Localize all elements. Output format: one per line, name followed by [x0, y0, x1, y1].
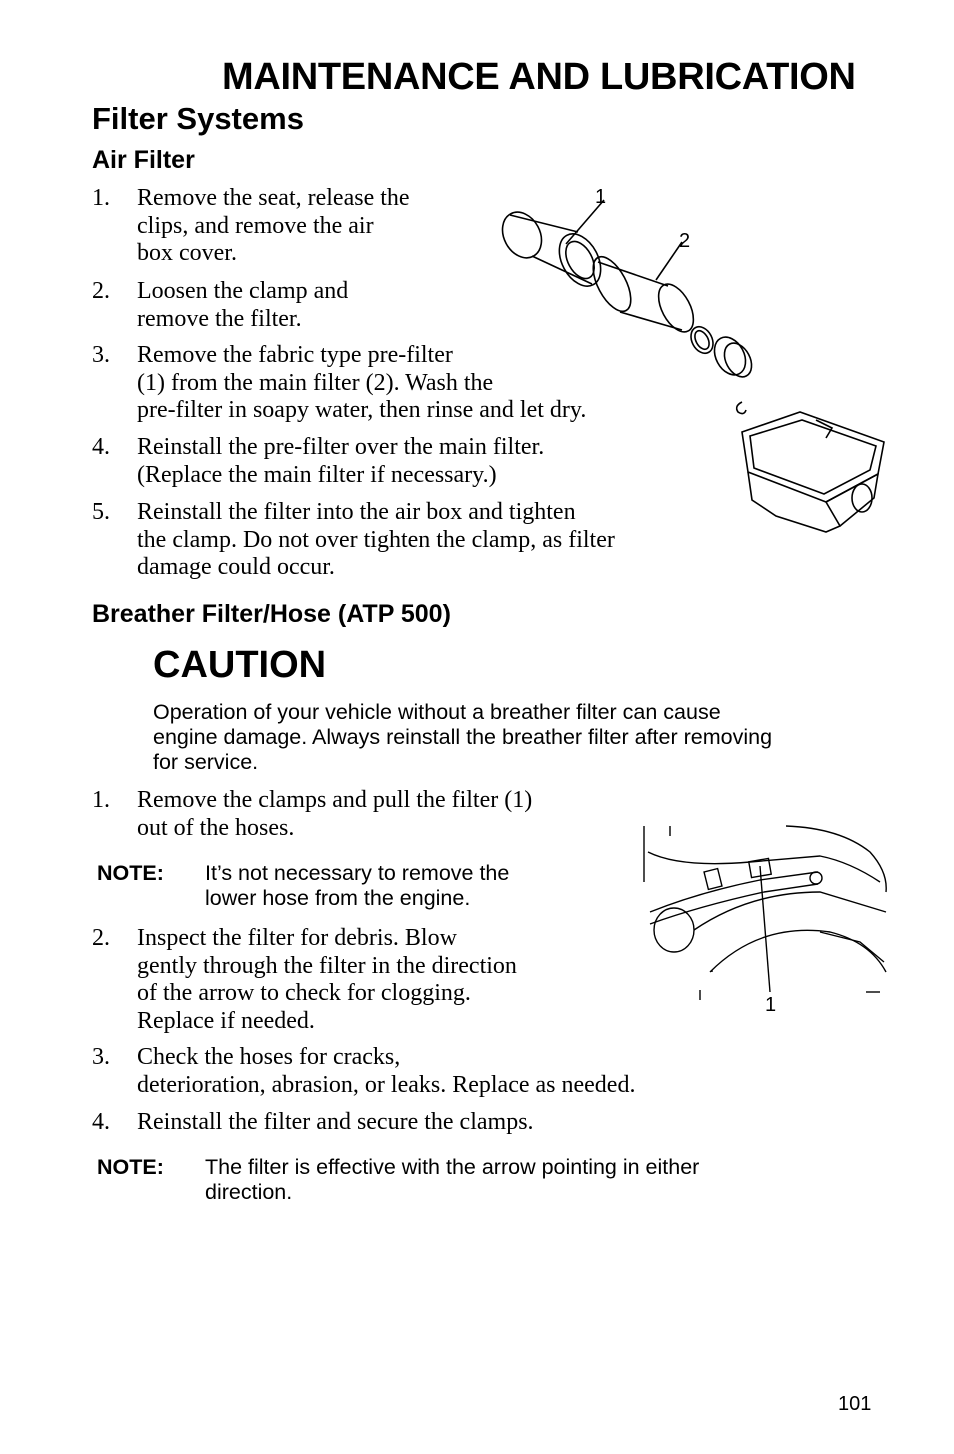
- breather-heading: Breather Filter/Hose (ATP 500): [92, 600, 451, 628]
- section-title: Filter Systems: [92, 101, 304, 136]
- page-number: 101: [838, 1393, 872, 1415]
- page-title: MAINTENANCE AND LUBRICATION: [222, 56, 856, 98]
- air-filter-callout-2: 2: [679, 230, 691, 252]
- air-filter-heading: Air Filter: [92, 146, 195, 174]
- air-filter-callout-1: 1: [595, 186, 607, 208]
- caution-text: Operation of your vehicle without a breather filter can cause engine damage. Always reinstall the breather filter after removing for service.: [153, 700, 773, 774]
- breather-diagram: [640, 822, 892, 1002]
- caution-title: CAUTION: [153, 644, 327, 686]
- breather-callout-1: 1: [765, 994, 777, 1016]
- air-filter-diagram: [480, 180, 900, 550]
